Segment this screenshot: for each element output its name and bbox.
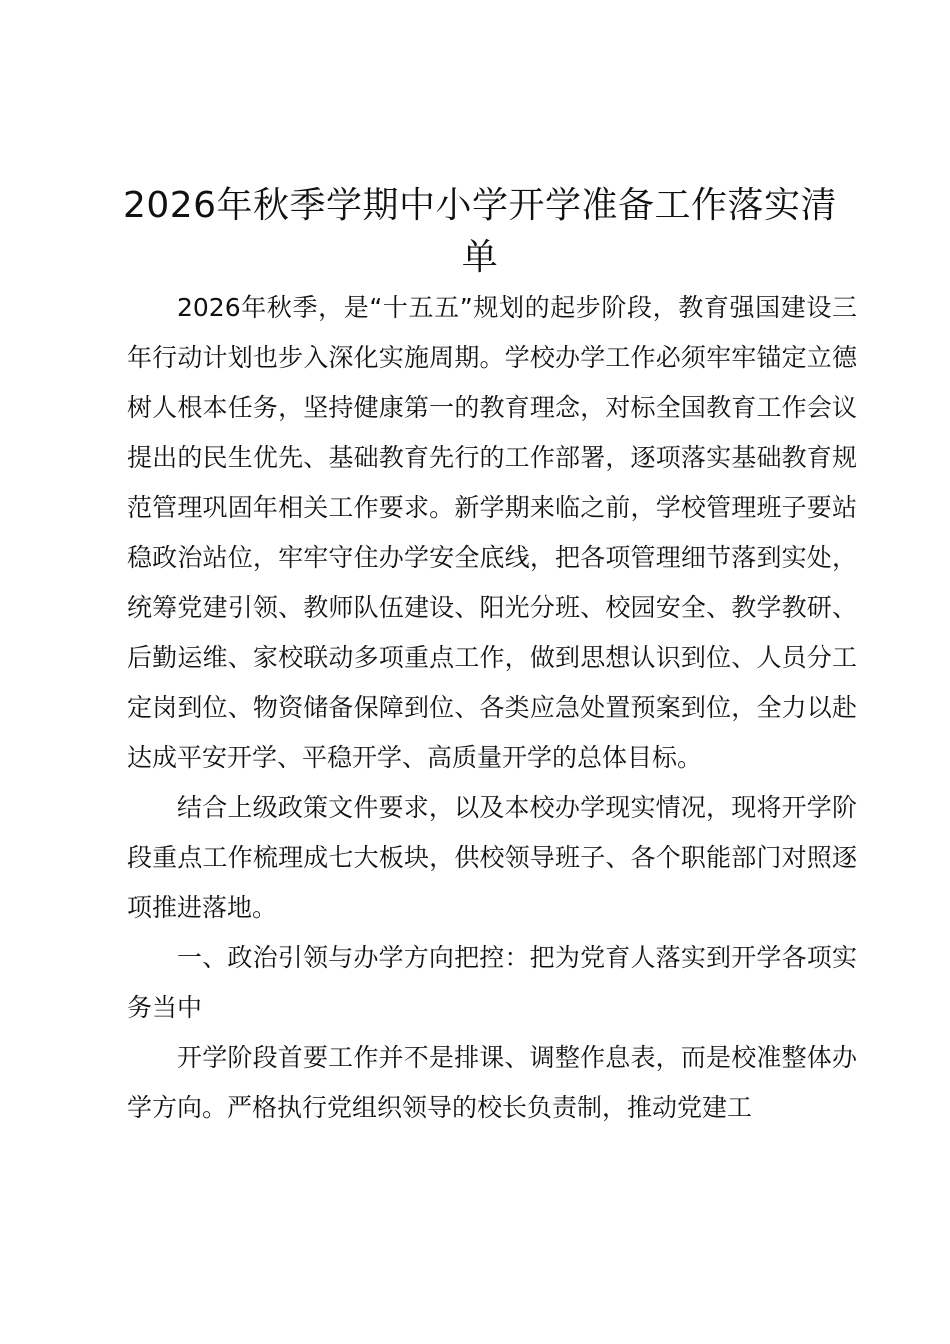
document-body <box>127 283 857 1133</box>
intro-paragraph: 2026年秋季，是“十五五”规划的起步阶段，教育强国建设三年行动计划也步入深化实施周期。学校办学工作必须牢牢锚定立德树人根本任务，坚持健康第一的教育理念，对标全国教育工作会议提出的民生优先、基础教育先行的工作部署，逐项落实基础教育规范管理巩固年相关工作要求。新学期来临之前，学校管理班子要站稳政治站位，牢牢守住办学安全底线，把各项管理细节落到实处，统筹党建引领、教师队伍建设、阳光分班、校园安全、教学教研、后勤运维、家校联动多项重点工作，做到思想认识到位、人员分工定岗到位、物资储备保障到位、各类应急处置预案到位，全力以赴达成平安开学、平稳开学、高质量开学的总体目标。 <box>127 293 857 772</box>
overview-paragraph: 结合上级政策文件要求，以及本校办学现实情况，现将开学阶段重点工作梳理成七大板块，供校领导班子、各个职能部门对照逐项推进落地。 <box>127 793 857 922</box>
section-1-paragraph: 开学阶段首要工作并不是排课、调整作息表，而是校准整体办学方向。严格执行党组织领导的校长负责制，推动党建工 <box>127 1043 857 1122</box>
section-heading-1: 一、政治引领与办学方向把控：把为党育人落实到开学各项实务当中 <box>127 943 857 1022</box>
document-title: 2026年秋季学期中小学开学准备工作落实清单 <box>122 185 838 278</box>
